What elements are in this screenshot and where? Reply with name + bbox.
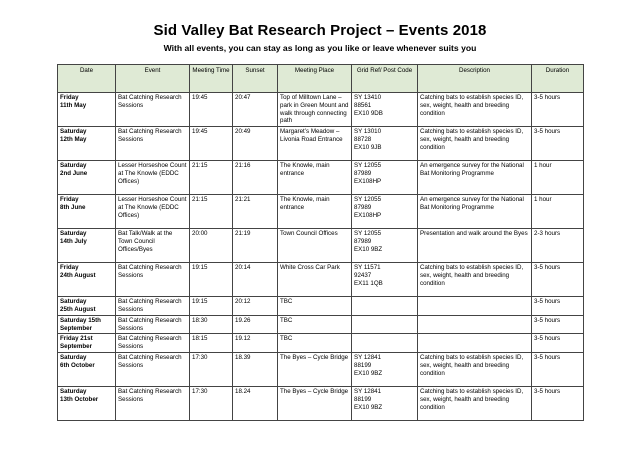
duration-cell: 3-5 hours [532, 315, 584, 334]
event-cell: Bat Catching Research Sessions [116, 297, 190, 316]
duration-cell: 3-5 hours [532, 297, 584, 316]
date-day-2: 25th August [60, 305, 96, 313]
sunset-cell: 18.24 [233, 386, 278, 420]
date-day: Saturday [60, 298, 87, 306]
meeting-time-cell: 17:30 [190, 352, 233, 386]
post-code: EX10 9BZ [354, 245, 383, 253]
grid-ref-line-1: SY 13410 [354, 94, 382, 101]
description-cell [418, 315, 532, 334]
post-code: EX108HP [354, 211, 382, 219]
date-day: Saturday [60, 387, 87, 395]
date-day: Saturday [60, 353, 87, 361]
duration-cell: 3-5 hours [532, 352, 584, 386]
date-day: Saturday 15th [60, 316, 101, 324]
table-row [58, 386, 584, 420]
grid-ref-line-2: 88199 [354, 395, 372, 403]
col-header-grid-ref: Grid Ref/ Post Code [352, 65, 418, 93]
sunset-cell: 19.26 [233, 315, 278, 334]
meeting-time-cell: 19:15 [190, 297, 233, 316]
sunset-cell: 21:19 [233, 229, 278, 263]
meeting-time-cell: 19:45 [190, 93, 233, 127]
grid-ref-line-2: 87989 [354, 203, 372, 211]
col-header-description: Description [418, 65, 532, 93]
grid-ref-cell [352, 161, 418, 195]
event-cell: Lesser Horseshoe Count at The Knowle (EDDC Offices) [116, 161, 190, 195]
sunset-cell: 20:49 [233, 127, 278, 161]
grid-ref-line-2: 88561 [354, 101, 372, 109]
date-cell [58, 352, 116, 386]
event-cell: Bat Catching Research Sessions [116, 315, 190, 334]
meeting-place-cell: The Byes – Cycle Bridge [278, 352, 352, 386]
grid-ref-cell [352, 127, 418, 161]
date-day-2: 2nd June [60, 169, 88, 177]
meeting-time-cell: 21:15 [190, 195, 233, 229]
meeting-time-cell: 19:45 [190, 127, 233, 161]
meeting-place-cell: TBC [278, 297, 352, 316]
table-row [58, 315, 584, 334]
date-cell [58, 127, 116, 161]
date-cell [58, 229, 116, 263]
grid-ref-cell [352, 263, 418, 297]
meeting-time-cell: 18:15 [190, 334, 233, 353]
grid-ref-line-1: SY 12841 [354, 387, 382, 395]
date-day-2: 13th October [60, 395, 99, 403]
post-code: EX10 9BZ [354, 369, 383, 377]
description-cell [418, 297, 532, 316]
meeting-time-cell: 19:15 [190, 263, 233, 297]
grid-ref-line-2: 87989 [354, 237, 372, 245]
date-day-2: 24th August [60, 271, 96, 279]
grid-ref-line-1: SY 13010 [354, 128, 382, 136]
event-cell: Bat Catching Research Sessions [116, 386, 190, 420]
description-cell: An emergence survey for the National Bat Monitoring Programme [418, 161, 532, 195]
duration-cell: 3-5 hours [532, 127, 584, 161]
sunset-cell: 20:14 [233, 263, 278, 297]
duration-cell: 3-5 hours [532, 334, 584, 353]
duration-cell: 3-5 hours [532, 263, 584, 297]
date-day: Friday [60, 264, 79, 272]
sunset-cell: 20:47 [233, 93, 278, 127]
col-header-date: Date [58, 65, 116, 93]
grid-ref-cell [352, 334, 418, 353]
sunset-cell: 19.12 [233, 334, 278, 353]
meeting-place-cell: The Byes – Cycle Bridge [278, 386, 352, 420]
event-cell: Bat Catching Research Sessions [116, 93, 190, 127]
duration-cell: 1 hour [532, 195, 584, 229]
grid-ref-line-2: 87989 [354, 169, 372, 177]
col-header-duration: Duration [532, 65, 584, 93]
col-header-meeting-time: Meeting Time [190, 65, 233, 93]
date-cell [58, 161, 116, 195]
event-cell: Bat Talk/Walk at the Town Council Offices/Byes [116, 229, 190, 263]
description-cell: Catching bats to establish species ID, sex, weight, health and breeding condition [418, 127, 532, 161]
description-cell [418, 334, 532, 353]
meeting-place-cell: Top of Milltown Lane – park in Green Mount and walk through connecting path [278, 93, 352, 127]
meeting-time-cell: 20:00 [190, 229, 233, 263]
table-row [58, 229, 584, 263]
event-cell: Bat Catching Research Sessions [116, 127, 190, 161]
col-header-event: Event [116, 65, 190, 93]
grid-ref-line-2: 88199 [354, 361, 372, 369]
date-day: Friday [60, 94, 79, 101]
post-code: EX10 9BZ [354, 403, 383, 411]
table-row [58, 334, 584, 353]
duration-cell: 1 hour [532, 161, 584, 195]
event-cell: Bat Catching Research Sessions [116, 263, 190, 297]
grid-ref-line-1: SY 12841 [354, 353, 382, 361]
meeting-time-cell: 17:30 [190, 386, 233, 420]
grid-ref-cell [352, 386, 418, 420]
table-row [58, 195, 584, 229]
date-day-2: September [60, 324, 92, 332]
sunset-cell: 21:21 [233, 195, 278, 229]
meeting-place-cell: Margaret’s Meadow – Livonia Road Entrance [278, 127, 352, 161]
page-title: Sid Valley Bat Research Project – Events 2018 [153, 22, 487, 39]
table-header-row [58, 65, 584, 93]
grid-ref-line-1: SY 12055 [354, 196, 382, 204]
post-code: EX108HP [354, 177, 382, 185]
description-cell: Presentation and walk around the Byes [418, 229, 532, 263]
date-cell [58, 93, 116, 127]
grid-ref-cell [352, 93, 418, 127]
description-cell: An emergence survey for the National Bat Monitoring Programme [418, 195, 532, 229]
date-cell [58, 386, 116, 420]
grid-ref-cell [352, 352, 418, 386]
event-cell: Bat Catching Research Sessions [116, 334, 190, 353]
meeting-place-cell: TBC [278, 334, 352, 353]
meeting-place-cell: TBC [278, 315, 352, 334]
grid-ref-line-2: 88728 [354, 135, 372, 143]
date-day-2: 12th May [60, 135, 87, 143]
date-cell [58, 334, 116, 353]
date-day: Saturday [60, 230, 87, 238]
table-row [58, 127, 584, 161]
duration-cell: 3-5 hours [532, 386, 584, 420]
meeting-place-cell: Town Council Offices [278, 229, 352, 263]
sunset-cell: 18.39 [233, 352, 278, 386]
date-day-2: 11th May [60, 101, 87, 109]
date-day-2: September [60, 343, 92, 351]
table-row [58, 263, 584, 297]
meeting-place-cell: The Knowle, main entrance [278, 195, 352, 229]
date-day: Friday 21st [60, 335, 93, 343]
date-cell [58, 263, 116, 297]
post-code: EX10 9JB [354, 143, 382, 151]
meeting-time-cell: 21:15 [190, 161, 233, 195]
table-row [58, 93, 584, 127]
sunset-cell: 21:16 [233, 161, 278, 195]
meeting-place-cell: White Cross Car Park [278, 263, 352, 297]
date-day-2: 14th July [60, 237, 87, 245]
grid-ref-line-1: SY 11571 [354, 264, 381, 272]
grid-ref-line-1: SY 12055 [354, 162, 382, 170]
grid-ref-cell [352, 229, 418, 263]
events-table [57, 64, 584, 421]
duration-cell: 2-3 hours [532, 229, 584, 263]
description-cell: Catching bats to establish species ID, sex, weight, health and breeding condition [418, 263, 532, 297]
sunset-cell: 20:12 [233, 297, 278, 316]
table-row [58, 352, 584, 386]
table-row [58, 161, 584, 195]
description-cell: Catching bats to establish species ID, sex, weight, health and breeding condition [418, 93, 532, 127]
grid-ref-cell [352, 195, 418, 229]
meeting-place-cell: The Knowle, main entrance [278, 161, 352, 195]
col-header-sunset: Sunset [233, 65, 278, 93]
date-cell [58, 195, 116, 229]
meeting-time-cell: 18:30 [190, 315, 233, 334]
date-day: Friday [60, 196, 79, 204]
duration-cell: 3-5 hours [532, 93, 584, 127]
page-subtitle: With all events, you can stay as long as you like or leave whenever suits you [163, 43, 477, 53]
table-row [58, 297, 584, 316]
date-cell [58, 315, 116, 334]
date-day: Saturday [60, 128, 87, 136]
date-day-2: 6th October [60, 361, 95, 369]
col-header-meeting-place: Meeting Place [278, 65, 352, 93]
date-day: Saturday [60, 162, 87, 170]
grid-ref-cell [352, 315, 418, 334]
post-code: EX10 9DB [354, 109, 383, 117]
description-cell: Catching bats to establish species ID, sex, weight, health and breeding condition [418, 352, 532, 386]
grid-ref-line-2: 92437 [354, 271, 372, 279]
grid-ref-line-1: SY 12055 [354, 230, 382, 238]
description-cell: Catching bats to establish species ID, sex, weight, health and breeding condition [418, 386, 532, 420]
event-cell: Lesser Horseshoe Count at The Knowle (EDDC Offices) [116, 195, 190, 229]
date-cell [58, 297, 116, 316]
date-day-2: 8th June [60, 203, 86, 211]
post-code: EX11 1QB [354, 279, 383, 287]
event-cell: Bat Catching Research Sessions [116, 352, 190, 386]
grid-ref-cell [352, 297, 418, 316]
